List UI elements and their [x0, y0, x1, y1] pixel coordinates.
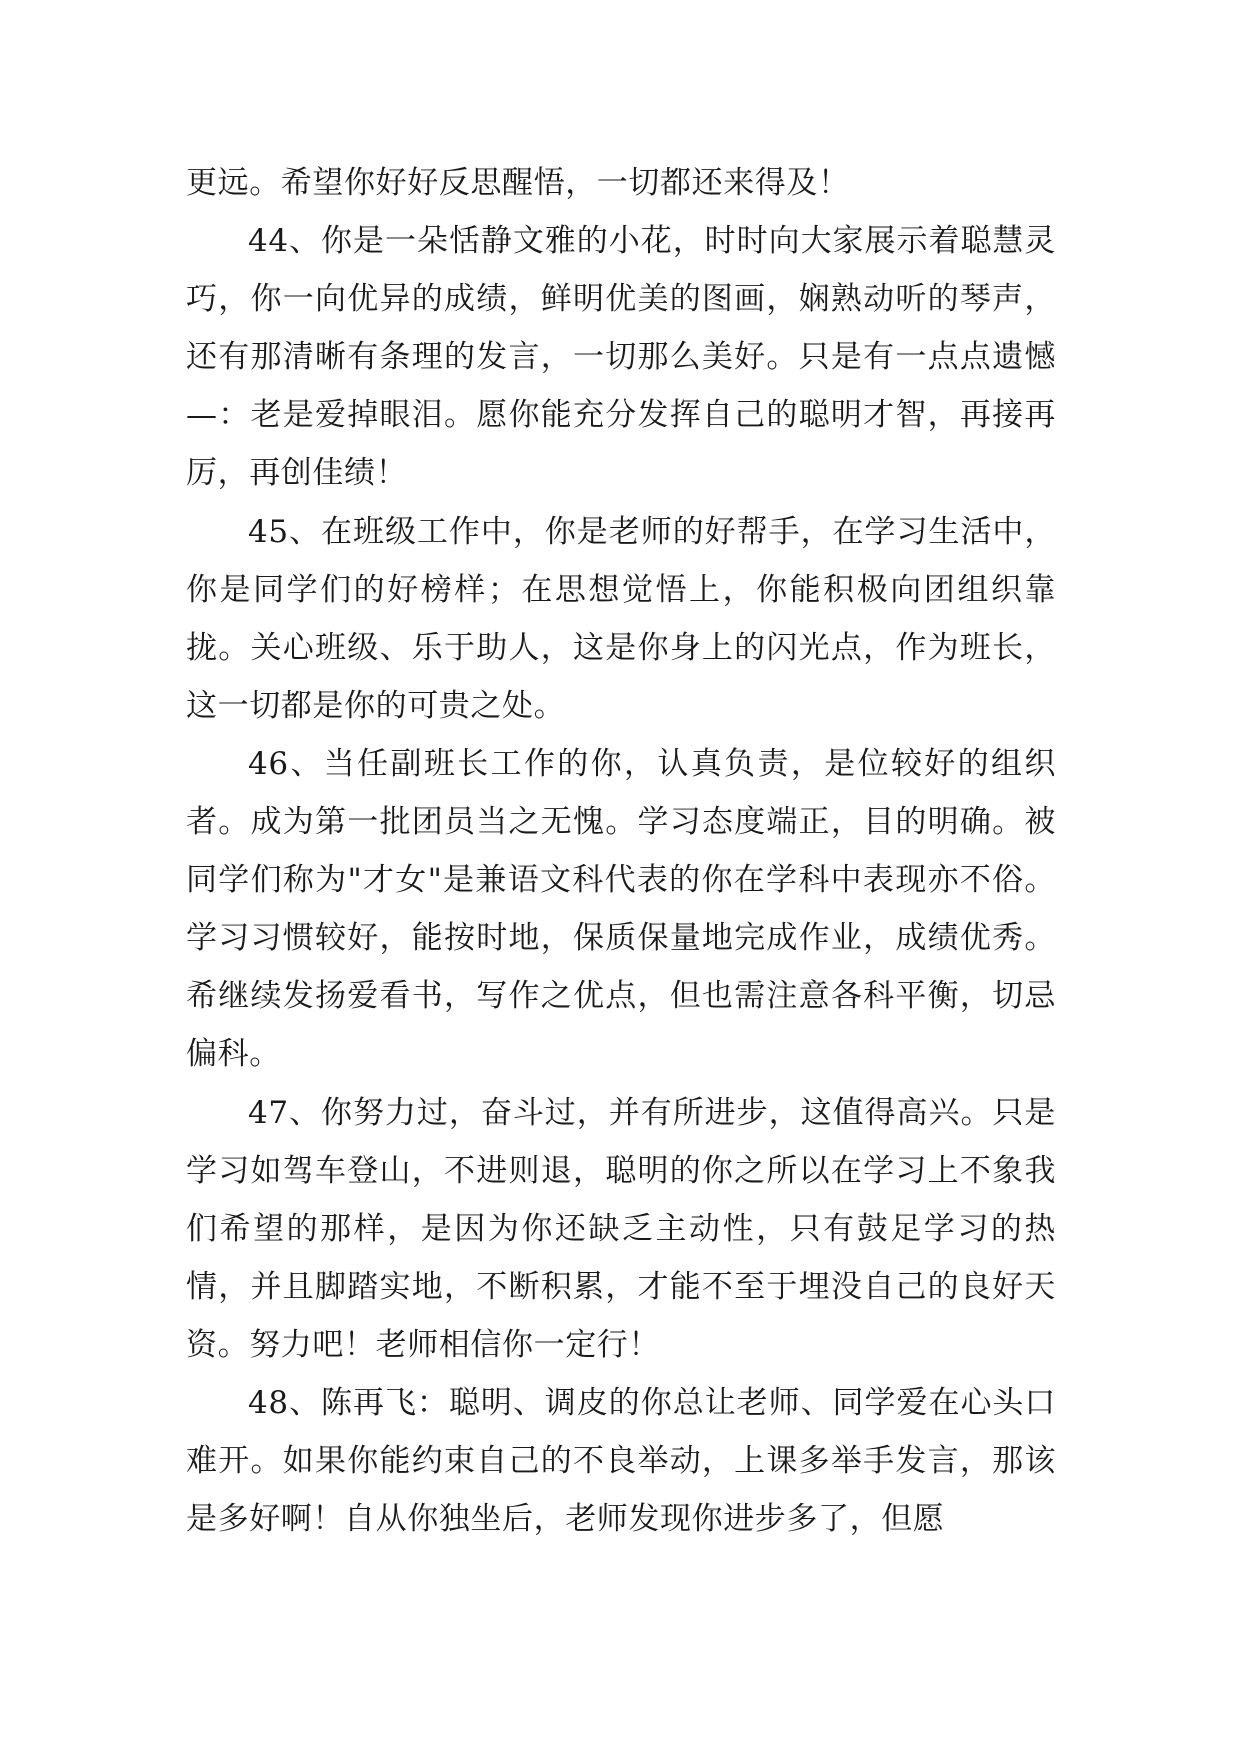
document-body	[186, 154, 1056, 1548]
paragraph-continuation: 更远。希望你好好反思醒悟，一切都还来得及！	[186, 165, 850, 201]
paragraph-comment-48: 48、陈再飞：聪明、调皮的你总让老师、同学爱在心头口难开。如果你能约束自己的不良举动，上课多举手发言，那该是多好啊！自从你独坐后，老师发现你进步多了，但愿	[186, 1384, 1056, 1538]
paragraph-comment-44: 44、你是一朵恬静文雅的小花，时时向大家展示着聪慧灵巧，你一向优异的成绩，鲜明优美的图画，娴熟动听的琴声，还有那清晰有条理的发言，一切那么美好。只是有一点点遗憾—：老是爱掉眼泪。愿你能充分发挥自己的聪明才智，再接再厉，再创佳绩！	[186, 223, 1056, 492]
paragraph-comment-47: 47、你努力过，奋斗过，并有所进步，这值得高兴。只是学习如驾车登山，不进则退，聪明的你之所以在学习上不象我们希望的那样，是因为你还缺乏主动性，只有鼓足学习的热情，并且脚踏实地，不断积累，才能不至于埋没自己的良好天资。努力吧！老师相信你一定行！	[186, 1094, 1056, 1363]
paragraph-comment-45: 45、在班级工作中，你是老师的好帮手，在学习生活中，你是同学们的好榜样；在思想觉悟上，你能积极向团组织靠拢。关心班级、乐于助人，这是你身上的闪光点，作为班长，这一切都是你的可贵之处。	[186, 513, 1056, 724]
paragraph-comment-46: 46、当任副班长工作的你，认真负责，是位较好的组织者。成为第一批团员当之无愧。学习态度端正，目的明确。被同学们称为"才女"是兼语文科代表的你在学科中表现亦不俗。学习习惯较好，能按时地，保质保量地完成作业，成绩优秀。希继续发扬爱看书，写作之优点，但也需注意各科平衡，切忌偏科。	[186, 745, 1056, 1073]
